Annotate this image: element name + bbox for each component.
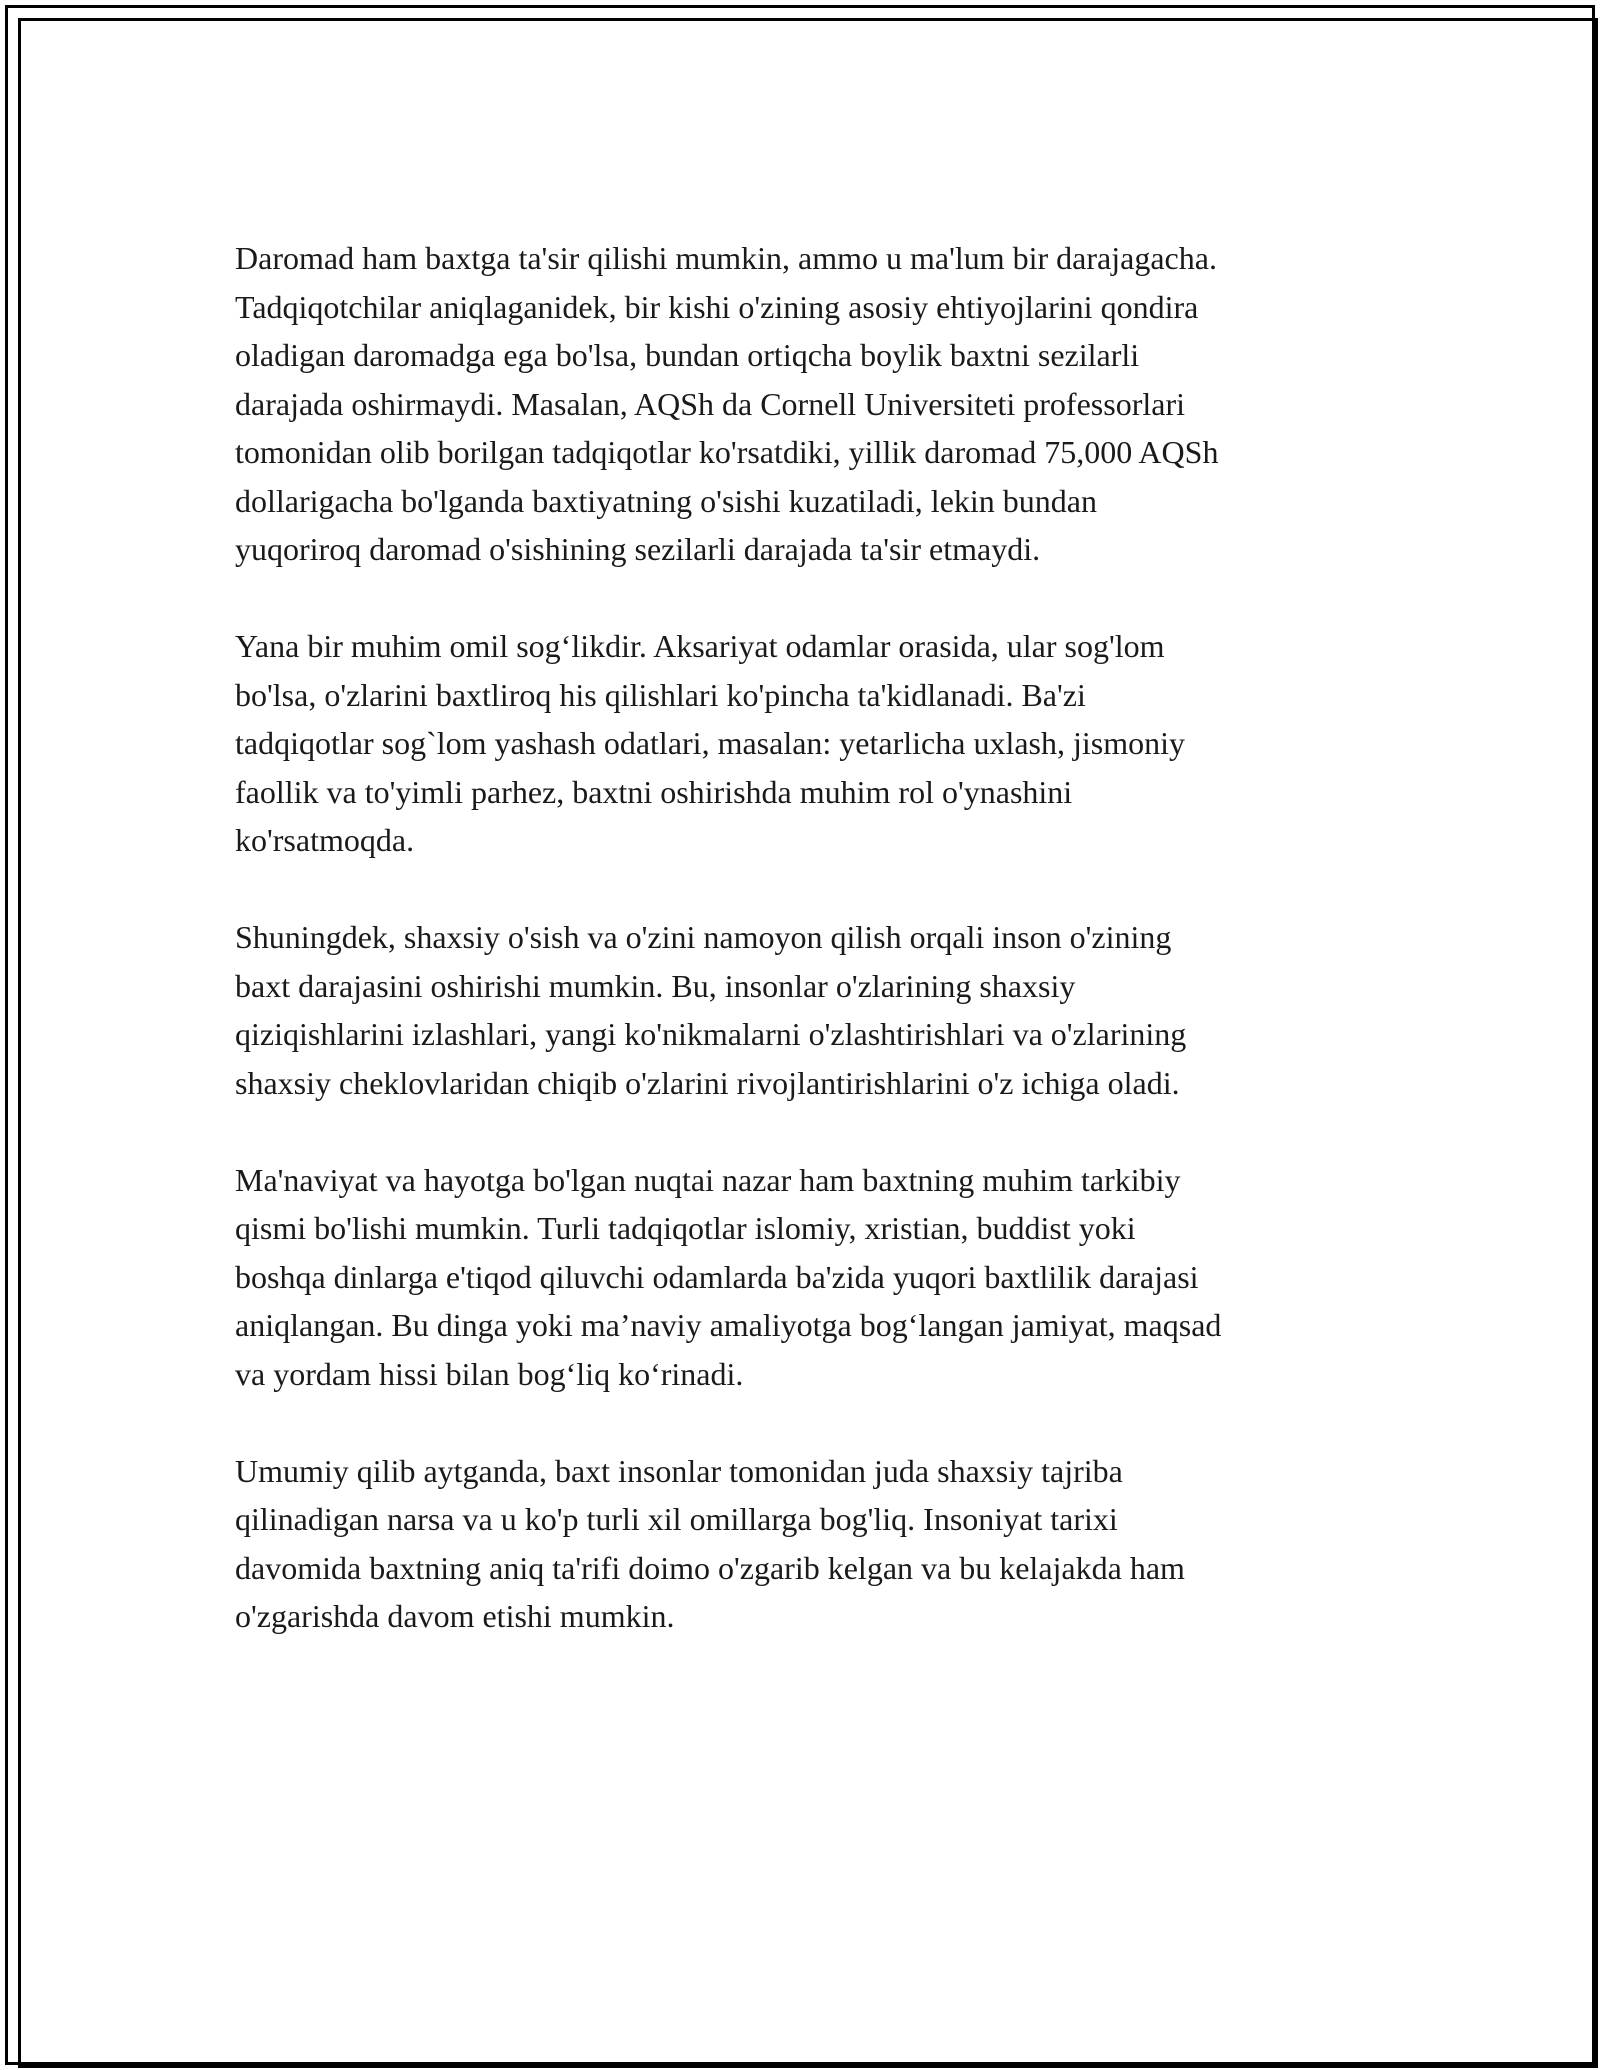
paragraph-income xyxy=(235,234,1385,574)
text-line: qismi bo'lishi mumkin. Turli tadqiqotlar islomiy, xristian, buddist yoki xyxy=(235,1210,1136,1246)
paragraph-conclusion xyxy=(235,1447,1385,1641)
document-body xyxy=(235,234,1385,1689)
text-line: Daromad ham baxtga ta'sir qilishi mumkin, ammo u ma'lum bir darajagacha. xyxy=(235,240,1217,276)
text-line: baxt darajasini oshirishi mumkin. Bu, insonlar o'zlarining shaxsiy xyxy=(235,967,1076,1004)
text-line: Umumiy qilib aytganda, baxt insonlar tomonidan juda shaxsiy tajriba xyxy=(235,1452,1123,1489)
text-line: aniqlangan. Bu dinga yoki ma’naviy amaliyotga bog‘langan jamiyat, maqsad xyxy=(235,1307,1222,1343)
text-line: oladigan daromadga ega bo'lsa, bundan ortiqcha boylik baxtni sezilarli xyxy=(235,337,1140,373)
text-line: yuqoriroq daromad o'sishining sezilarli darajada ta'sir etmaydi. xyxy=(235,531,1041,567)
text-line: tomonidan olib borilgan tadqiqotlar ko'rsatdiki, yillik daromad 75,000 AQSh xyxy=(235,434,1219,470)
text-line: dollarigacha bo'lganda baxtiyatning o'sishi kuzatiladi, lekin bundan xyxy=(235,482,1097,519)
text-line: Yana bir muhim omil sog‘likdir. Aksariyat odamlar orasida, ular sog'lom xyxy=(235,628,1165,664)
text-line: Shuningdek, shaxsiy o'sish va o'zini namoyon qilish orqali inson o'zining xyxy=(235,919,1172,955)
text-line: Tadqiqotchilar aniqlaganidek, bir kishi o'zining asosiy ehtiyojlarini qondira xyxy=(235,288,1199,325)
text-line: ko'rsatmoqda. xyxy=(235,822,415,858)
text-line: qilinadigan narsa va u ko'p turli xil omillarga bog'liq. Insoniyat tarixi xyxy=(235,1501,1118,1537)
text-line: bo'lsa, o'zlarini baxtliroq his qilishlari ko'pincha ta'kidlanadi. Ba'zi xyxy=(235,676,1086,713)
text-line: davomida baxtning aniq ta'rifi doimo o'zgarib kelgan va bu kelajakda ham xyxy=(235,1549,1185,1586)
text-line: tadqiqotlar sog`lom yashash odatlari, masalan: yetarlicha uxlash, jismoniy xyxy=(235,725,1185,761)
paragraph-health xyxy=(235,622,1385,865)
text-line: qiziqishlarini izlashlari, yangi ko'nikmalarni o'zlashtirishlari va o'zlarining xyxy=(235,1016,1187,1052)
paragraph-personal-growth xyxy=(235,913,1385,1107)
text-line: va yordam hissi bilan bog‘liq ko‘rinadi. xyxy=(235,1355,744,1392)
text-line: boshqa dinlarga e'tiqod qiluvchi odamlarda ba'zida yuqori baxtlilik darajasi xyxy=(235,1258,1199,1295)
text-line: faollik va to'yimli parhez, baxtni oshirishda muhim rol o'ynashini xyxy=(235,773,1073,810)
text-line: shaxsiy cheklovlaridan chiqib o'zlarini rivojlantirishlarini o'z ichiga oladi. xyxy=(235,1064,1180,1101)
text-line: o'zgarishda davom etishi mumkin. xyxy=(235,1598,675,1634)
text-line: darajada oshirmaydi. Masalan, AQSh da Cornell Universiteti professorlari xyxy=(235,385,1185,422)
text-line: Ma'naviyat va hayotga bo'lgan nuqtai nazar ham baxtning muhim tarkibiy xyxy=(235,1161,1181,1198)
paragraph-spirituality xyxy=(235,1156,1385,1399)
